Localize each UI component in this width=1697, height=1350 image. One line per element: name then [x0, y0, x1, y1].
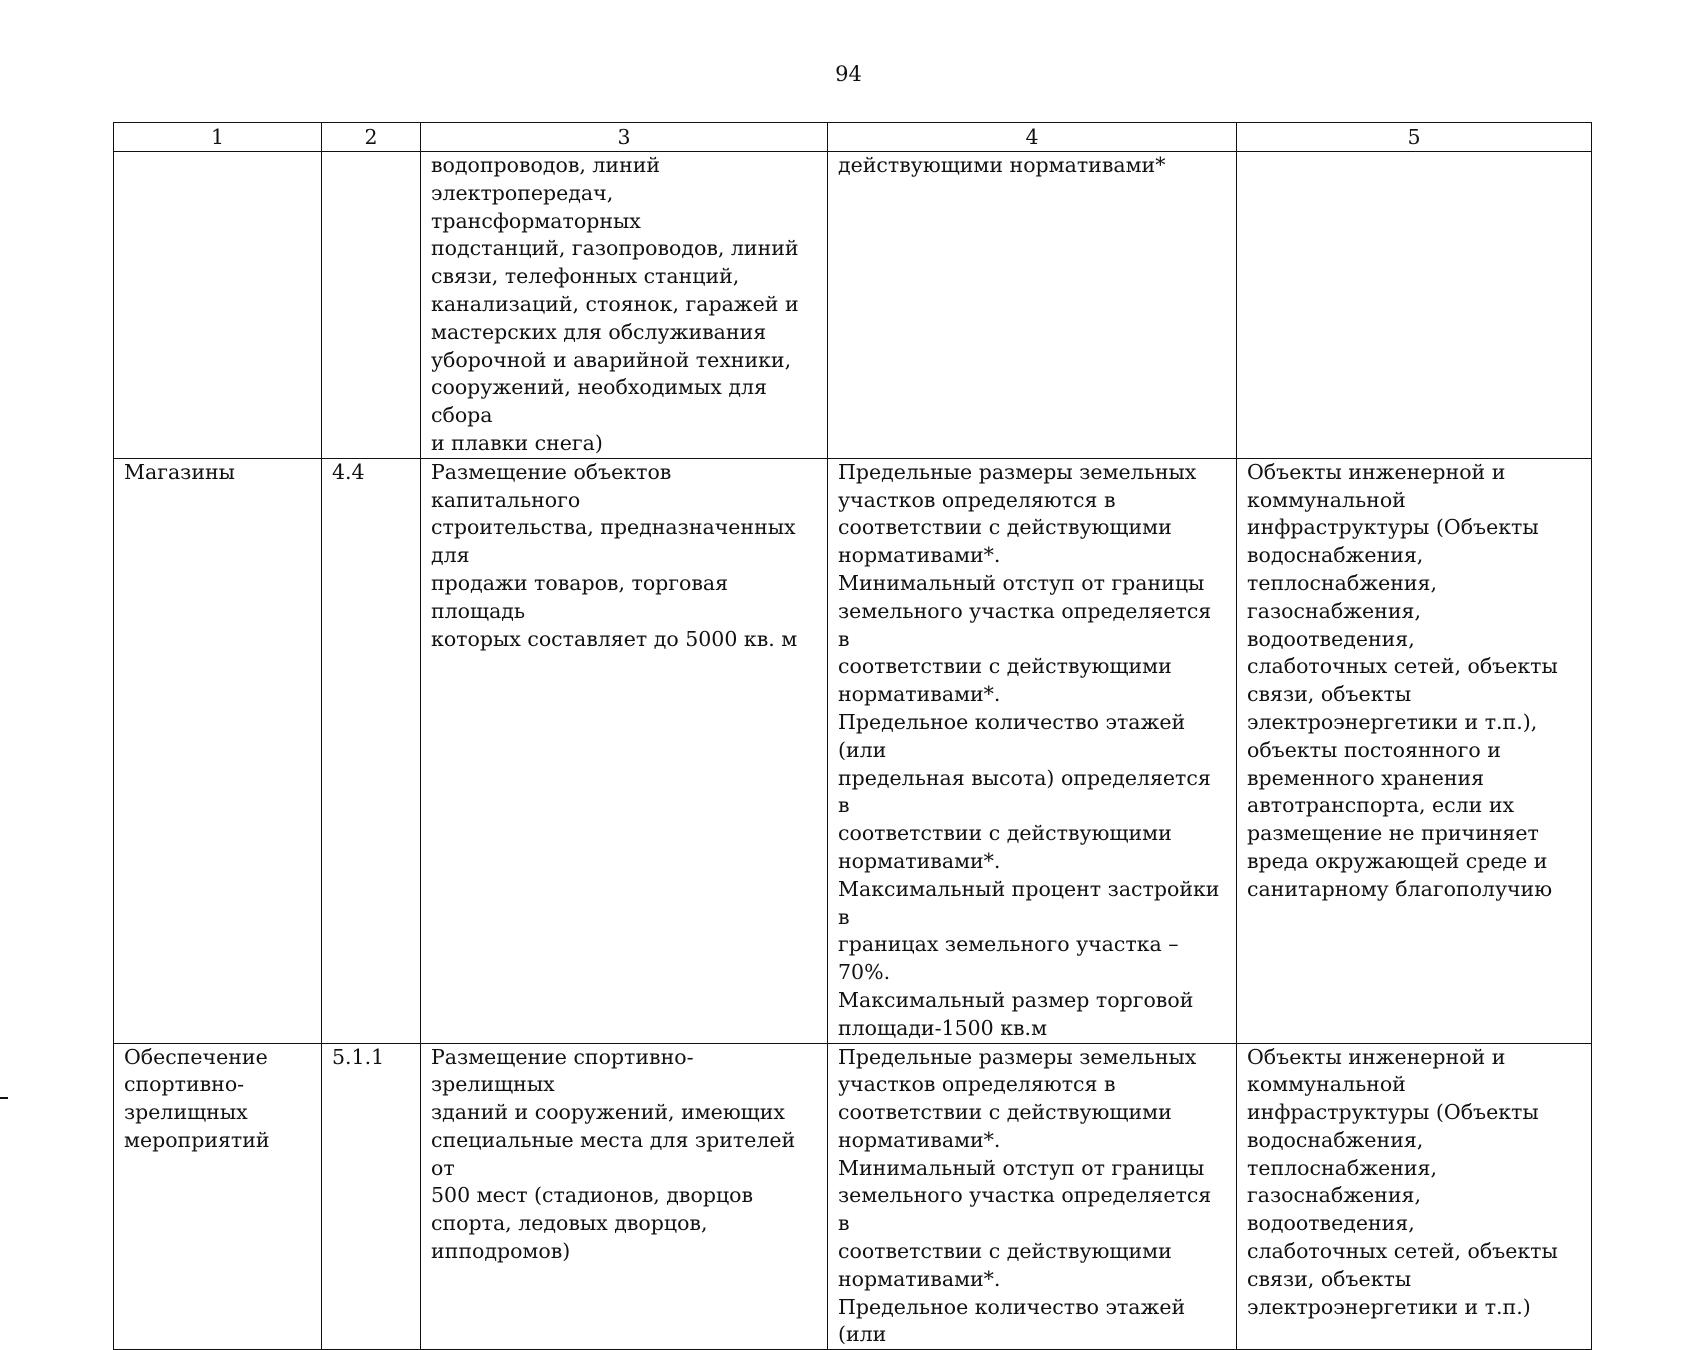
use-objects: Объекты инженерной и коммунальной инфраструктуры (Объекты водоснабжения, теплоснабжения, газоснабжения, водоотведения, слаботочных сетей, объекты связи, объекты электроэнергетики и т.п.), объекты постоянного и временного хранения автотранспорта, если их размещение не причиняет вреда окружающей среде и санитарному благополучию [1247, 459, 1558, 901]
header-col-5: 5 [1237, 123, 1592, 152]
use-code: 5.1.1 [332, 1044, 385, 1069]
header-row [114, 123, 1592, 152]
objects-cell [1237, 458, 1592, 1043]
header-col-2: 2 [322, 123, 421, 152]
use-name: Обеспечение спортивно- зрелищных мероприятий [124, 1044, 270, 1152]
land-use-table [113, 122, 1592, 1350]
use-parameters: действующими нормативами* [838, 153, 1166, 177]
use-name-cell [114, 152, 322, 459]
description-cell [421, 458, 828, 1043]
header-col-4: 4 [828, 123, 1237, 152]
table-row [114, 458, 1592, 1043]
use-code-cell [322, 152, 421, 459]
table-row [114, 1043, 1592, 1350]
use-code-cell [322, 1043, 421, 1350]
description-cell [421, 1043, 828, 1350]
header-col-1: 1 [114, 123, 322, 152]
use-parameters: Предельные размеры земельных участков определяются в соответствии с действующими нормативами*. Минимальный отступ от границы земельного участка определяется в соответствии с действующими нормативами*. Предельное количество этажей (или [838, 1044, 1212, 1347]
use-objects: Объекты инженерной и коммунальной инфраструктуры (Объекты водоснабжения, теплоснабжения, газоснабжения, водоотведения, слаботочных сетей, объекты связи, объекты электроэнергетики и т.п.) [1247, 1044, 1558, 1319]
objects-cell [1237, 152, 1592, 459]
parameters-cell [828, 152, 1237, 459]
margin-mark [0, 1097, 8, 1099]
objects-cell [1237, 1043, 1592, 1350]
use-description: Размещение спортивно-зрелищных зданий и сооружений, имеющих специальные места для зрителей от 500 мест (стадионов, дворцов спорта, ледовых дворцов, ипподромов) [431, 1044, 796, 1264]
page-number: 94 [835, 62, 862, 86]
description-cell [421, 152, 828, 459]
use-description: Размещение объектов капитального строительства, предназначенных для продажи товаров, торговая площадь которых составляет до 5000 кв. м [431, 459, 798, 651]
use-parameters: Предельные размеры земельных участков определяются в соответствии с действующими нормативами*. Минимальный отступ от границы земельного участка определяется в соответствии с действующими нормативами*. Предельное количество этажей (или предельная высота) определяется в соответствии с действующими нормативами*. Максимальный процент застройки в границах земельного участка – 70%. Максимальный размер торговой площади-1500 кв.м [838, 459, 1220, 1040]
use-name-cell [114, 458, 322, 1043]
parameters-cell [828, 1043, 1237, 1350]
use-code-cell [322, 458, 421, 1043]
use-code: 4.4 [332, 459, 365, 484]
parameters-cell [828, 458, 1237, 1043]
use-description: водопроводов, линий электропередач, трансформаторных подстанций, газопроводов, линий связи, телефонных станций, канализаций, стоянок, гаражей и мастерских для обслуживания уборочной и аварийной техники, сооружений, необходимых для сбора и плавки снега) [431, 153, 799, 455]
use-name-cell [114, 1043, 322, 1350]
use-name: Магазины [124, 459, 235, 484]
header-col-3: 3 [421, 123, 828, 152]
table-row [114, 152, 1592, 459]
